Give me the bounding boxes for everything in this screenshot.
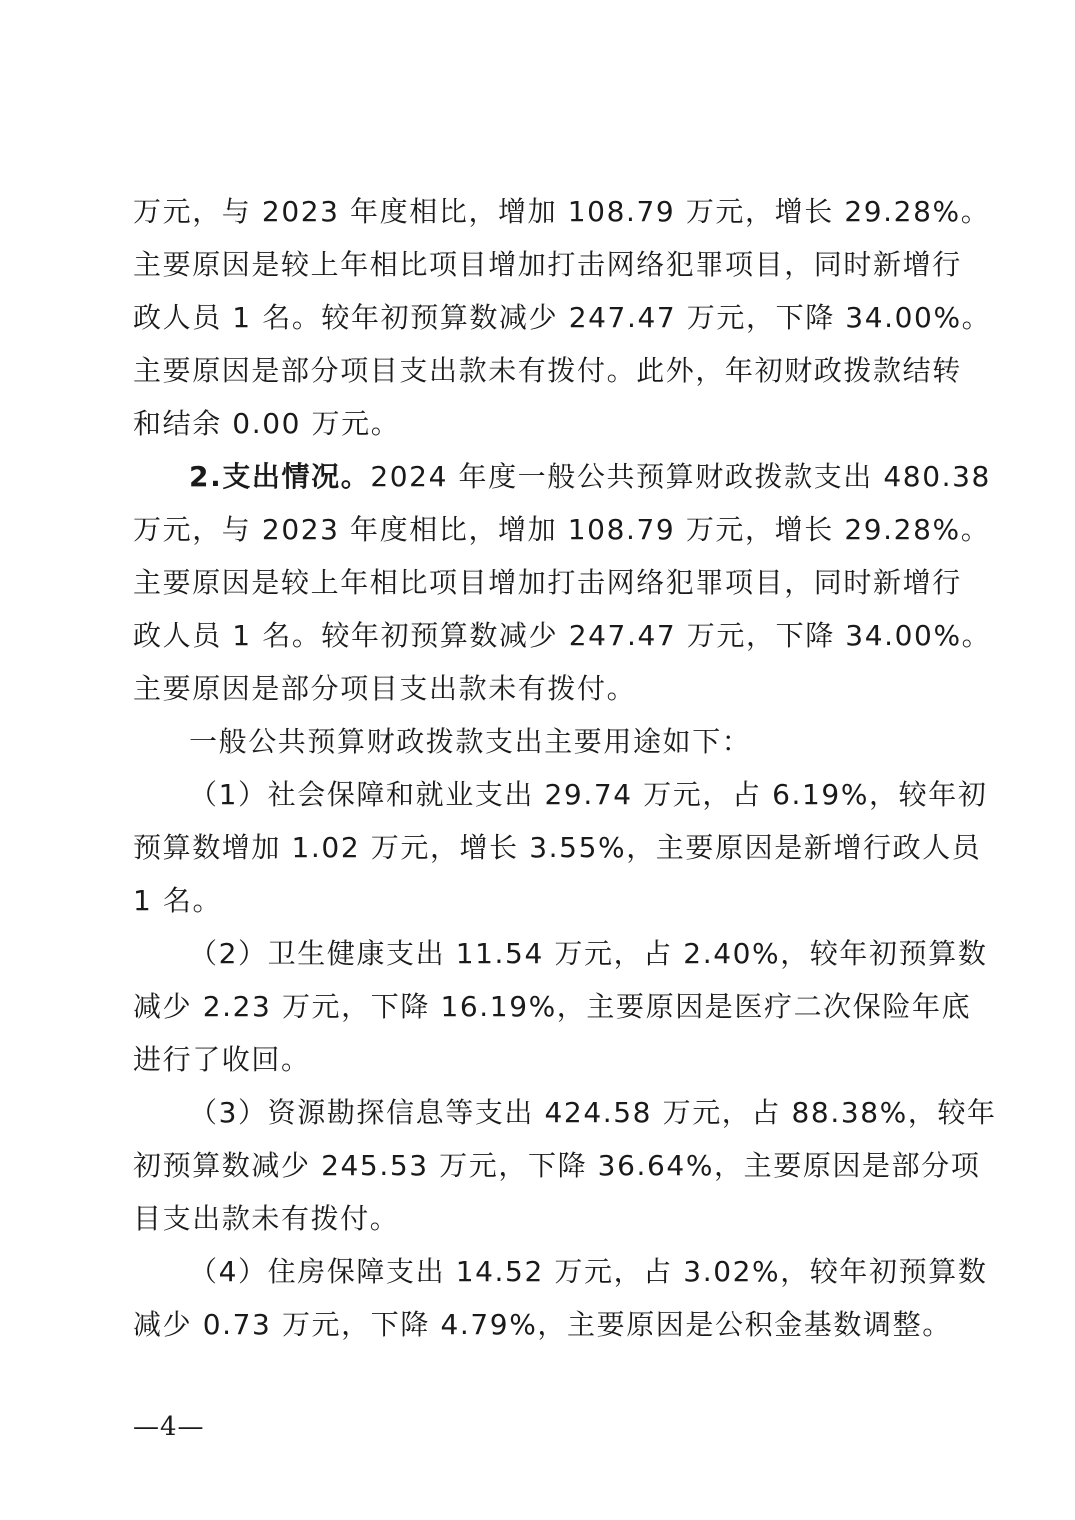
line-text: 1 名。 (133, 884, 223, 917)
line-text: 政人员 1 名。较年初预算数减少 247.47 万元，下降 34.00%。 (133, 301, 992, 334)
line-text: 初预算数减少 245.53 万元，下降 36.64%，主要原因是部分项 (133, 1149, 981, 1182)
line-text: 目支出款未有拨付。 (133, 1202, 400, 1235)
document-body (133, 185, 997, 1351)
text-line (133, 450, 991, 503)
text-line (133, 1086, 997, 1139)
text-line (133, 1033, 945, 1086)
text-line (133, 927, 988, 980)
section-heading: 2.支出情况。 (189, 460, 371, 493)
line-text: 一般公共预算财政拨款支出主要用途如下： (189, 725, 752, 758)
text-line (133, 609, 992, 662)
line-text: 减少 0.73 万元，下降 4.79%，主要原因是公积金基数调整。 (133, 1308, 952, 1341)
text-line (133, 397, 945, 450)
line-text: 万元，与 2023 年度相比，增加 108.79 万元，增长 29.28%。 (133, 513, 991, 546)
line-text: 和结余 0.00 万元。 (133, 407, 401, 440)
paragraph (133, 185, 992, 450)
text-line (133, 1139, 981, 1192)
line-text: （1）社会保障和就业支出 29.74 万元，占 6.19%，较年初 (189, 778, 988, 811)
paragraph (133, 1245, 988, 1351)
text-line (133, 662, 945, 715)
paragraph (133, 450, 992, 715)
text-line (133, 980, 972, 1033)
text-line (133, 556, 962, 609)
paragraph (133, 1086, 997, 1245)
line-text: （3）资源勘探信息等支出 424.58 万元，占 88.38%，较年 (189, 1096, 997, 1129)
paragraph (133, 715, 945, 768)
text-line (133, 821, 982, 874)
text-line (133, 344, 962, 397)
text-line (133, 503, 991, 556)
text-line (133, 715, 945, 768)
line-text: （2）卫生健康支出 11.54 万元，占 2.40%，较年初预算数 (189, 937, 988, 970)
line-text: 政人员 1 名。较年初预算数减少 247.47 万元，下降 34.00%。 (133, 619, 992, 652)
line-text: 主要原因是部分项目支出款未有拨付。此外，年初财政拨款结转 (133, 354, 962, 387)
text-line (133, 185, 991, 238)
line-text: 主要原因是较上年相比项目增加打击网络犯罪项目，同时新增行 (133, 248, 962, 281)
line-text: 进行了收回。 (133, 1043, 311, 1076)
line-text: 预算数增加 1.02 万元，增长 3.55%，主要原因是新增行政人员 (133, 831, 982, 864)
page-number: —4— (133, 1412, 205, 1442)
text-line (133, 874, 945, 927)
text-line (133, 1245, 988, 1298)
line-text: 主要原因是较上年相比项目增加打击网络犯罪项目，同时新增行 (133, 566, 962, 599)
line-text: 万元，与 2023 年度相比，增加 108.79 万元，增长 29.28%。 (133, 195, 991, 228)
paragraph (133, 768, 988, 927)
text-line (133, 768, 988, 821)
text-line (133, 1192, 945, 1245)
line-text: 主要原因是部分项目支出款未有拨付。 (133, 672, 637, 705)
line-text: 2024 年度一般公共预算财政拨款支出 480.38 (370, 460, 991, 493)
paragraph (133, 927, 988, 1086)
line-text: 减少 2.23 万元，下降 16.19%，主要原因是医疗二次保险年底 (133, 990, 972, 1023)
line-text: （4）住房保障支出 14.52 万元，占 3.02%，较年初预算数 (189, 1255, 988, 1288)
text-line (133, 291, 992, 344)
text-line (133, 238, 962, 291)
text-line (133, 1298, 952, 1351)
